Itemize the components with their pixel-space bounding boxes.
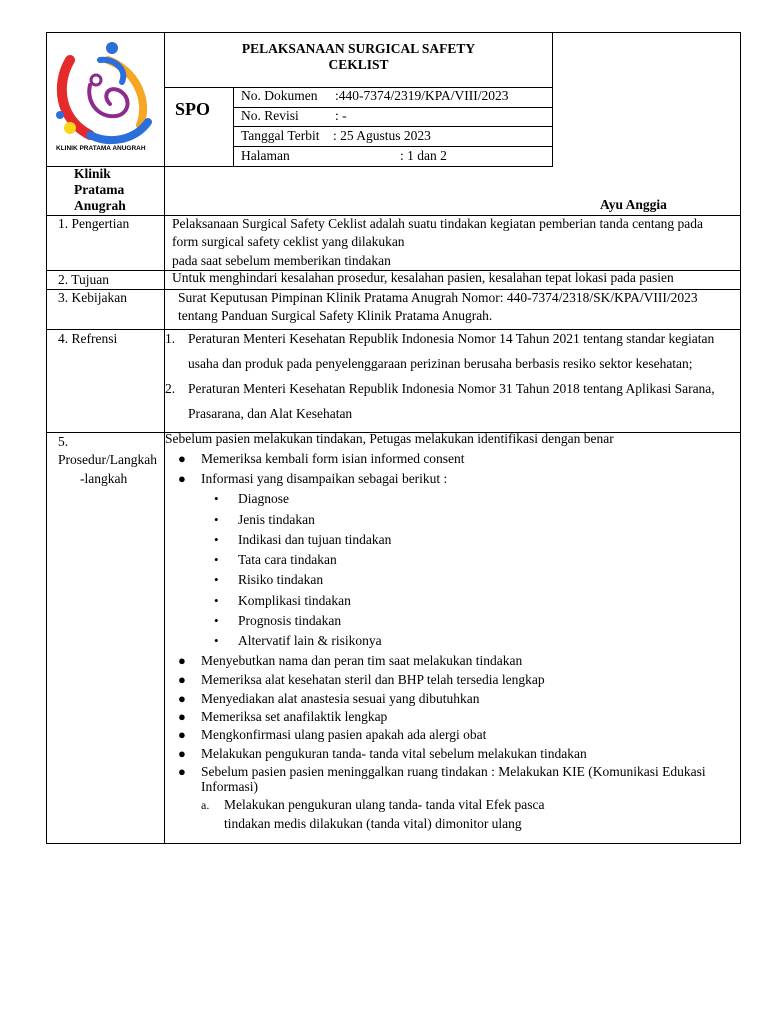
sub-bullet-icon: •	[214, 491, 219, 506]
title-line-2: CEKLIST	[328, 57, 389, 72]
bullet-icon: ●	[178, 471, 186, 486]
pengertian-line-1: Pelaksanaan Surgical Safety Ceklist adalah suatu tindakan kegiatan pemberian tanda centang pada	[172, 216, 703, 231]
kebijakan-label: 3. Kebijakan	[58, 290, 127, 305]
prosedur-label-line-2: Prosedur/Langkah	[58, 452, 157, 467]
sub-item: Diagnose	[238, 491, 289, 506]
halaman-value: : 1 dan 2	[400, 148, 447, 163]
divider	[233, 146, 553, 147]
sub-item: Tata cara tindakan	[238, 552, 337, 567]
sub-bullet-icon: •	[214, 572, 219, 587]
sub-bullet-icon: •	[214, 593, 219, 608]
bullet-icon: ●	[178, 672, 186, 687]
step: Mengkonfirmasi ulang pasien apakah ada alergi obat	[201, 727, 487, 742]
divider	[233, 126, 553, 127]
table-border-right	[740, 32, 741, 844]
ref-2-number: 2.	[165, 381, 176, 396]
alpha-marker: a.	[201, 798, 210, 812]
logo-caption: KLINIK PRATAMA ANUGRAH	[56, 145, 146, 152]
logo-mark-icon	[50, 40, 162, 158]
sub-bullet-icon: •	[214, 613, 219, 628]
prosedur-intro: Sebelum pasien melakukan tindakan, Petugas melakukan identifikasi dengan benar	[165, 431, 614, 446]
bullet-icon: ●	[178, 653, 186, 668]
referensi-label: 4. Refrensi	[58, 331, 118, 346]
tanggal-value: : 25 Agustus 2023	[333, 128, 431, 143]
ref-2-line-2: Prasarana, dan Alat Kesehatan	[188, 406, 353, 421]
step-last-line-2: Informasi)	[201, 779, 258, 794]
sub-item: Altervatif lain & risikonya	[238, 633, 382, 648]
bullet-icon: ●	[178, 727, 186, 742]
tujuan-text: Untuk menghindari kesalahan prosedur, kesalahan pasien, kesalahan tepat lokasi pada pasien	[172, 270, 674, 285]
title-line-1: PELAKSANAAN SURGICAL SAFETY	[241, 41, 476, 56]
table-border-left	[46, 32, 47, 844]
tanggal-label: Tanggal Terbit	[241, 128, 320, 143]
halaman-label: Halaman	[241, 148, 290, 163]
sub-item: Risiko tindakan	[238, 572, 324, 587]
sub-item: Prognosis tindakan	[238, 613, 342, 628]
clinic-line-1: Klinik	[74, 166, 111, 181]
bullet-icon: ●	[178, 746, 186, 761]
step: Memeriksa set anafilaktik lengkap	[201, 709, 388, 724]
ref-2-line-1: Peraturan Menteri Kesehatan Republik Indonesia Nomor 31 Tahun 2018 tentang Aplikasi Sarana,	[188, 381, 715, 396]
sub-bullet-icon: •	[214, 532, 219, 547]
sub-item: Jenis tindakan	[238, 512, 315, 527]
step: Melakukan pengukuran tanda- tanda vital sebelum melakukan tindakan	[201, 746, 587, 761]
revisi-label: No. Revisi	[241, 108, 299, 123]
kebijakan-line-1: Surat Keputusan Pimpinan Klinik Pratama Anugrah Nomor: 440-7374/2318/SK/KPA/VIII/2023	[178, 290, 698, 305]
table-border-bottom	[46, 843, 741, 844]
revisi-value: : -	[335, 108, 347, 123]
sub-item: Indikasi dan tujuan tindakan	[238, 532, 392, 547]
clinic-line-2: Pratama	[74, 182, 125, 197]
step: Menyebutkan nama dan peran tim saat melakukan tindakan	[201, 653, 523, 668]
step: Menyediakan alat anastesia sesuai yang dibutuhkan	[201, 691, 480, 706]
ref-1-number: 1.	[165, 331, 176, 346]
tujuan-label: 2. Tujuan	[58, 272, 110, 287]
prosedur-label	[58, 433, 157, 488]
sub-item: Komplikasi tindakan	[238, 593, 351, 608]
pengertian-line-2: form surgical safety ceklist yang dilakukan	[172, 234, 405, 249]
step-2: Informasi yang disampaikan sebagai berikut :	[201, 471, 448, 486]
doc-no-value: :440-7374/2319/KPA/VIII/2023	[335, 88, 509, 103]
signer-name: Ayu Anggia	[600, 197, 667, 212]
pengertian-line-3: pada saat sebelum memberikan tindakan	[172, 253, 391, 268]
alpha-line-2: tindakan medis dilakukan (tanda vital) dimonitor ulang	[224, 816, 522, 831]
alpha-line-1: Melakukan pengukuran ulang tanda- tanda vital Efek pasca	[224, 797, 545, 812]
clinic-name	[74, 166, 126, 214]
bullet-icon: ●	[178, 451, 186, 466]
bullet-icon: ●	[178, 691, 186, 706]
ref-1-line-1: Peraturan Menteri Kesehatan Republik Indonesia Nomor 14 Tahun 2021 tentang standar kegiatan	[188, 331, 715, 346]
kebijakan-line-2: tentang Panduan Surgical Safety Klinik Pratama Anugrah.	[178, 308, 493, 323]
divider	[46, 329, 741, 330]
sub-bullet-icon: •	[214, 633, 219, 648]
prosedur-label-line-1: 5.	[58, 434, 69, 449]
clinic-logo	[50, 40, 162, 158]
document-title	[164, 41, 553, 73]
sub-bullet-icon: •	[214, 512, 219, 527]
step-last-line-1: Sebelum pasien pasien meninggalkan ruang tindakan : Melakukan KIE (Komunikasi Edukasi	[201, 764, 706, 779]
sub-bullet-icon: •	[214, 552, 219, 567]
table-border-top	[46, 32, 741, 33]
pengertian-label: 1. Pengertian	[58, 216, 130, 231]
bullet-icon: ●	[178, 764, 186, 779]
bullet-icon: ●	[178, 709, 186, 724]
ref-1-line-2: usaha dan produk pada penyelenggaraan perizinan berusaha berbasis resiko sektor kesehatan;	[188, 356, 693, 371]
step-1: Memeriksa kembali form isian informed consent	[201, 451, 465, 466]
prosedur-label-line-3: -langkah	[80, 471, 128, 486]
clinic-line-3: Anugrah	[74, 198, 126, 213]
doc-no-label: No. Dokumen	[241, 88, 318, 103]
step: Memeriksa alat kesehatan steril dan BHP telah tersedia lengkap	[201, 672, 545, 687]
spo-label: SPO	[175, 99, 211, 119]
